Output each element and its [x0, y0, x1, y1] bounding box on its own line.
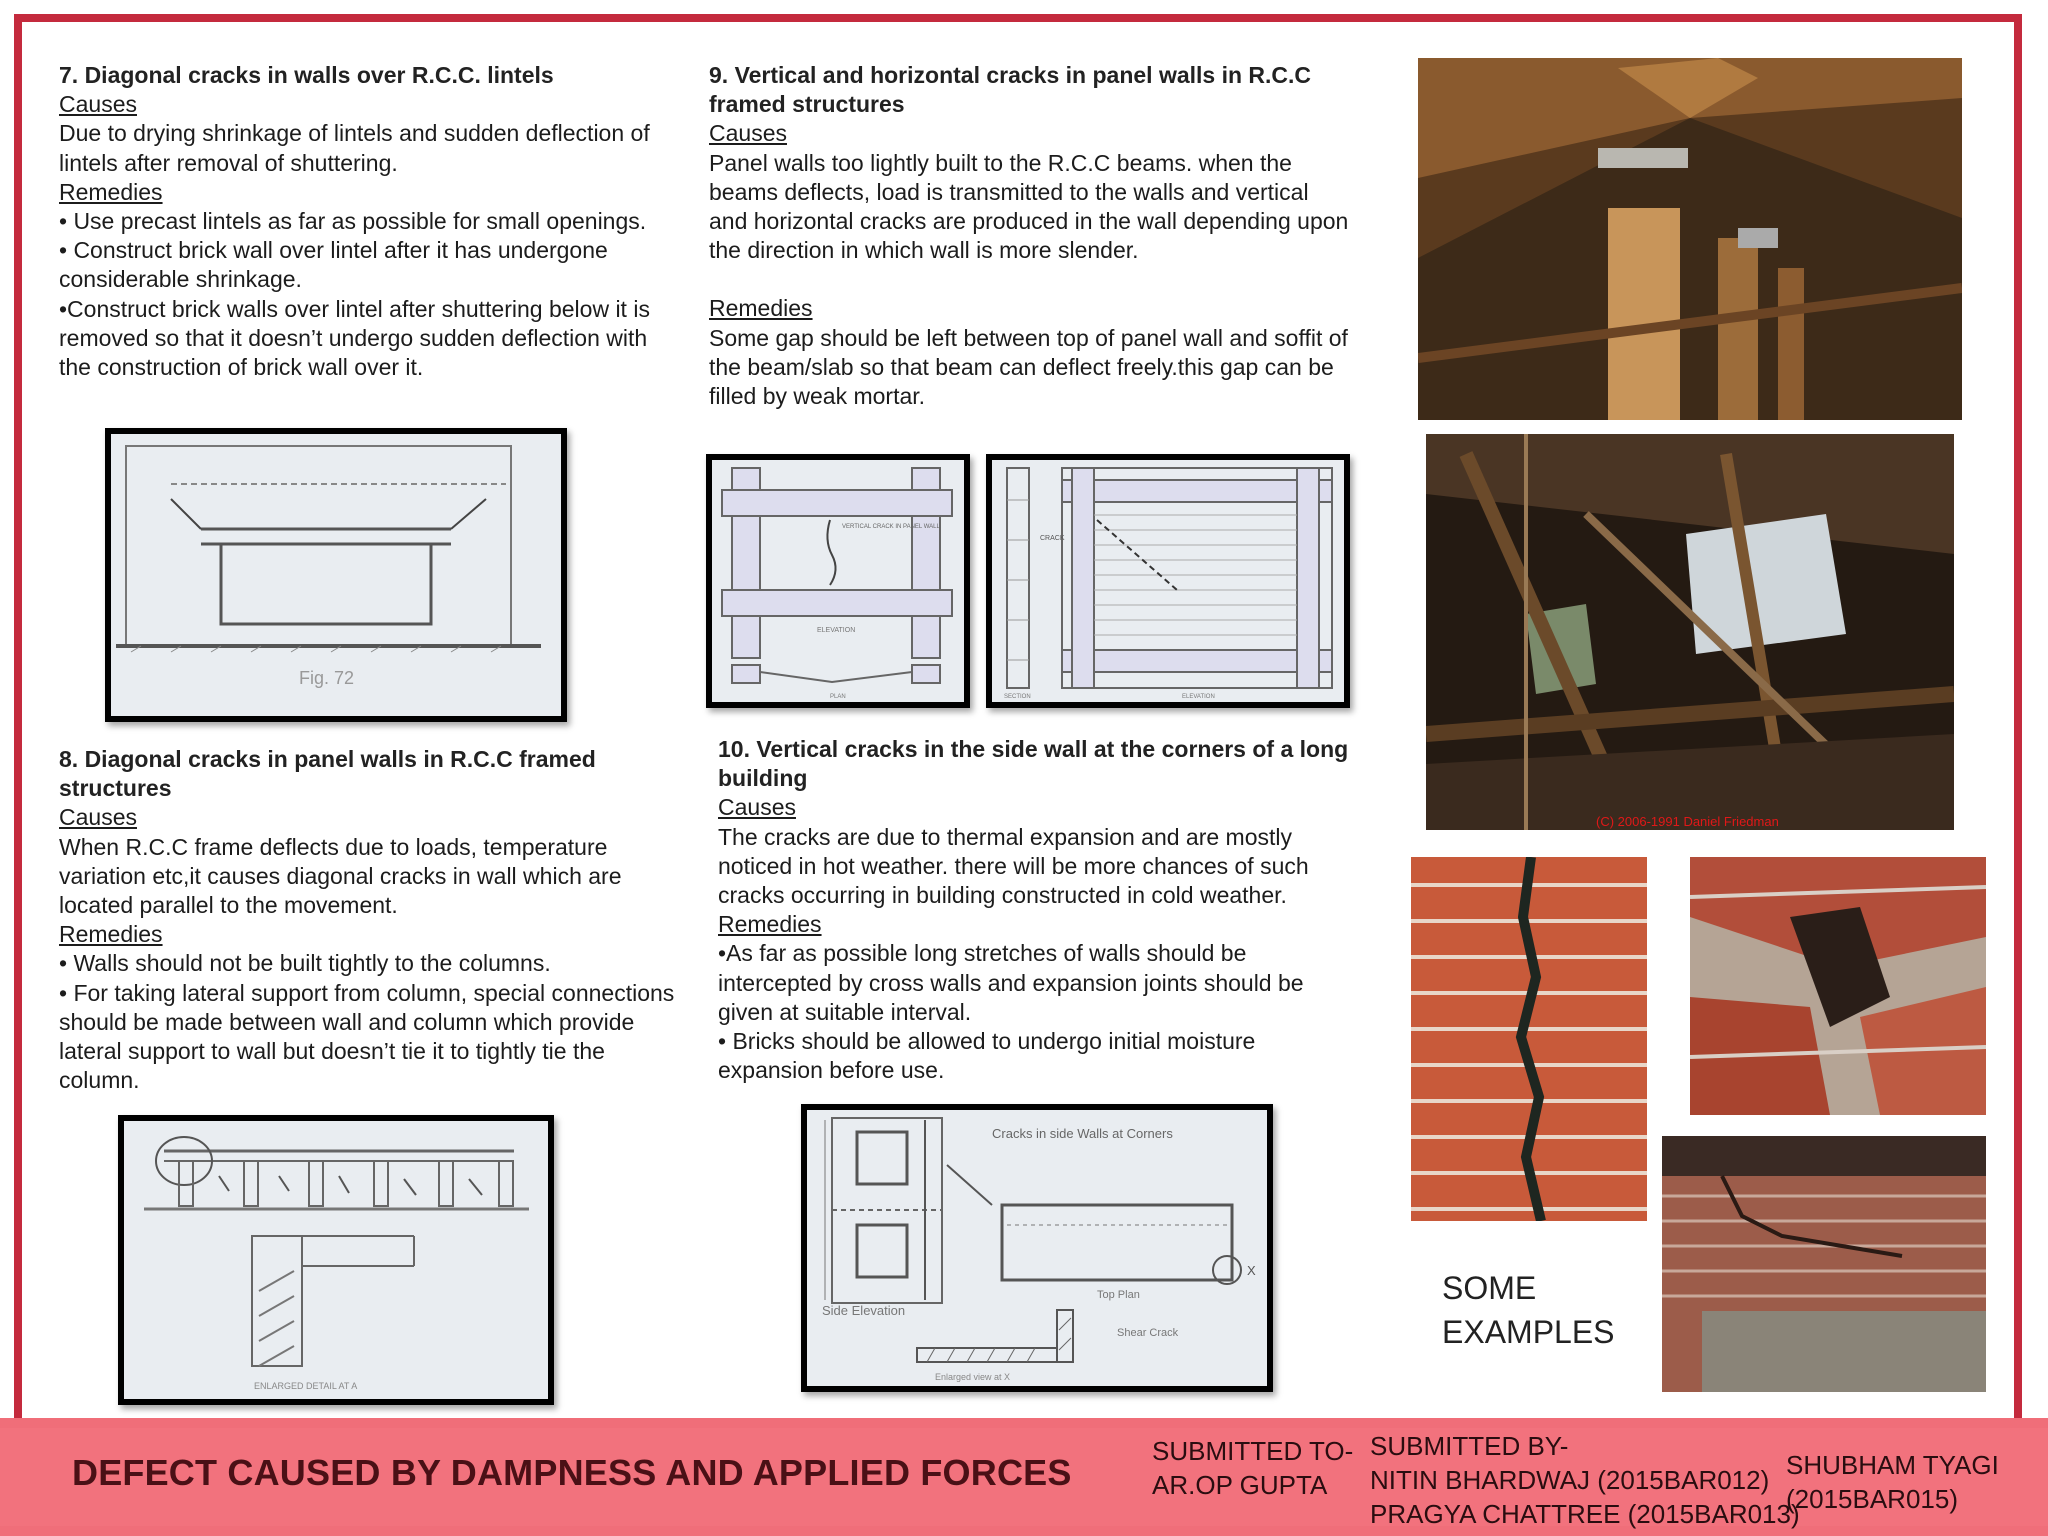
- fig-10-cracks-label: Cracks in side Walls at Corners: [992, 1126, 1173, 1141]
- member-1: NITIN BHARDWAJ (2015BAR012): [1370, 1465, 1770, 1495]
- section-9-causes: Panel walls too lightly built to the R.C.C beams. when the beams deflects, load is transmitted to the walls and vertical and horizontal cracks are produced in the wall depending upon the direction in which wall is more slender.: [709, 149, 1349, 264]
- frame-elevation-diagram: [712, 460, 964, 702]
- fig-10-side-elev: Side Elevation: [822, 1303, 906, 1318]
- section-9-remedies-label: Remedies: [709, 295, 813, 322]
- section-8-causes: When R.C.C frame deflects due to loads, temperature variation etc,it causes diagonal cracks in wall which are located parallel to the movement.: [59, 833, 622, 919]
- section-10-title: 10. Vertical cracks in the side wall at the corners of a long building: [718, 736, 1349, 792]
- fig-lintel-caption: Fig. 72: [299, 668, 355, 688]
- photo-brick-crack: [1411, 857, 1647, 1221]
- fig-9a-plan: PLAN: [830, 694, 846, 700]
- fig-10-shear: Shear Crack: [1117, 1327, 1179, 1339]
- fig-panel-frame-b: [986, 454, 1350, 708]
- section-10-causes: The cracks are due to thermal expansion and are mostly noticed in hot weather. there will be more chances of such cracks occurring in building constructed in cold weather.: [718, 823, 1309, 909]
- section-7-causes: Due to drying shrinkage of lintels and sudden deflection of lintels after removal of shuttering.: [59, 120, 650, 176]
- photo-credit: (C) 2006-1991 Daniel Friedman: [1596, 814, 1779, 829]
- fig-10-top-plan: Top Plan: [1097, 1289, 1140, 1301]
- photo-brick-wall-crack: [1662, 1136, 1986, 1392]
- fig-10-enlarged: Enlarged view at X: [935, 1372, 1011, 1382]
- fig-panel-caption: ENLARGED DETAIL AT A: [254, 1381, 358, 1391]
- fig-10-x: X: [1247, 1263, 1256, 1278]
- submitted-by: [1370, 1429, 1800, 1531]
- member-2: PRAGYA CHATTREE (2015BAR013): [1370, 1499, 1800, 1529]
- section-10-causes-label: Causes: [718, 794, 796, 821]
- fig-side-wall-corner: [801, 1104, 1273, 1392]
- photo-collapsed-roof: [1426, 434, 1954, 830]
- lintel-diagram: [111, 434, 561, 716]
- fig-panel-diagonal: [118, 1115, 554, 1405]
- examples-line2: EXAMPLES: [1442, 1314, 1615, 1350]
- section-9: [709, 61, 1349, 411]
- examples-label: [1442, 1266, 1615, 1354]
- section-8-remedies-label: Remedies: [59, 921, 163, 948]
- photo-broken-bricks: [1690, 857, 1986, 1115]
- fig-9b-section: SECTION: [1004, 694, 1031, 700]
- section-10-remedies-label: Remedies: [718, 911, 822, 938]
- section-10: [718, 735, 1358, 1085]
- examples-line1: SOME: [1442, 1270, 1537, 1306]
- fig-9a-label: VERTICAL CRACK IN PANEL WALL: [842, 524, 940, 530]
- section-7-causes-label: Causes: [59, 91, 137, 118]
- submitted-by-label: SUBMITTED BY-: [1370, 1431, 1569, 1461]
- section-8-causes-label: Causes: [59, 804, 137, 831]
- section-8-title: 8. Diagonal cracks in panel walls in R.C.C framed structures: [59, 746, 596, 802]
- fig-9b-crack: CRACK: [1040, 535, 1065, 542]
- frame-section-diagram: [992, 460, 1344, 702]
- fig-panel-frame-a: [706, 454, 970, 708]
- section-10-remedy: • Bricks should be allowed to undergo initial moisture expansion before use.: [718, 1028, 1256, 1084]
- poster-title: DEFECT CAUSED BY DAMPNESS AND APPLIED FORCES: [72, 1452, 1072, 1493]
- fig-9b-elevation: ELEVATION: [1182, 694, 1215, 700]
- fig-9a-elevation: ELEVATION: [817, 627, 856, 634]
- member-3-name: SHUBHAM TYAGI: [1786, 1450, 1999, 1480]
- submitted-to-name: AR.OP GUPTA: [1152, 1470, 1328, 1500]
- member-3: [1786, 1448, 1999, 1516]
- section-7: [59, 61, 679, 382]
- section-9-remedies: Some gap should be left between top of panel wall and soffit of the beam/slab so that beam can deflect freely.this gap can be filled by weak mortar.: [709, 324, 1348, 410]
- panel-diagonal-diagram: [124, 1121, 548, 1399]
- section-7-title: 7. Diagonal cracks in walls over R.C.C. lintels: [59, 62, 554, 88]
- section-10-remedy: •As far as possible long stretches of walls should be intercepted by cross walls and expansion joints should be given at suitable interval.: [718, 940, 1304, 1025]
- fig-lintel-crack: [105, 428, 567, 722]
- submitted-to: [1152, 1434, 1353, 1502]
- side-wall-diagram: [807, 1110, 1267, 1386]
- section-8: [59, 745, 679, 1095]
- section-7-remedy: •Construct brick walls over lintel after shuttering below it is removed so that it doesn’t undergo sudden deflection with the construction of brick wall over it.: [59, 295, 650, 381]
- member-3-id: (2015BAR015): [1786, 1484, 1958, 1514]
- section-9-title: 9. Vertical and horizontal cracks in panel walls in R.C.C framed structures: [709, 62, 1312, 118]
- section-8-remedy: • Walls should not be built tightly to the columns.: [59, 950, 551, 977]
- section-7-remedy: • Construct brick wall over lintel after it has undergone considerable shrinkage.: [59, 237, 608, 293]
- section-7-remedies-label: Remedies: [59, 178, 163, 205]
- section-7-remedy: • Use precast lintels as far as possible for small openings.: [59, 208, 647, 235]
- section-8-remedy: • For taking lateral support from column, special connections should be made between wall and column which provide lateral support to wall but doesn’t tie it to tightly tie the column.: [59, 979, 675, 1094]
- section-9-causes-label: Causes: [709, 120, 787, 147]
- photo-roof-trusses: [1418, 58, 1962, 420]
- submitted-to-label: SUBMITTED TO-: [1152, 1436, 1354, 1466]
